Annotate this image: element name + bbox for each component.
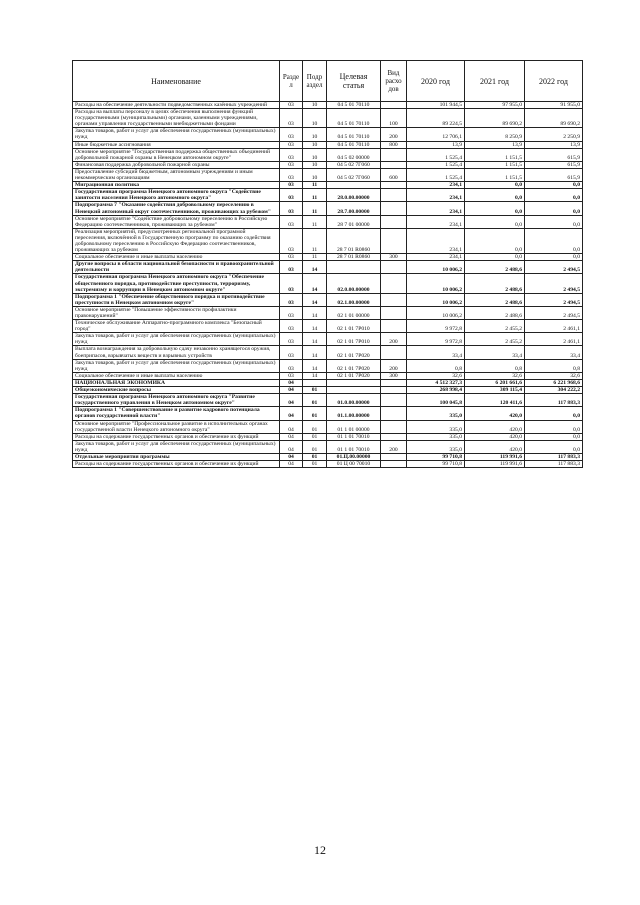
- row-razdel: 04: [280, 387, 303, 394]
- row-2022: 0,0: [525, 433, 583, 440]
- row-vid: 300: [381, 372, 407, 379]
- row-razdel: 04: [280, 407, 303, 420]
- row-razdel: 03: [280, 274, 303, 293]
- row-2022: 91 955,0: [525, 102, 583, 109]
- table-row: [73, 228, 583, 253]
- page-number: 12: [314, 843, 326, 857]
- row-vid: [381, 148, 407, 161]
- row-2020: 268 998,4: [407, 387, 465, 394]
- row-2020: 33,4: [407, 346, 465, 359]
- row-podrazdel: 10: [303, 109, 327, 128]
- row-2022: 0,0: [525, 202, 583, 215]
- row-2022: 2 494,5: [525, 261, 583, 274]
- row-razdel: 03: [280, 293, 303, 306]
- row-podrazdel: 10: [303, 141, 327, 148]
- row-name: Подпрограмма 1 "Обеспечение общественного порядка и противодействие преступности в Ненецком автономном округе": [73, 293, 280, 306]
- row-razdel: 03: [280, 128, 303, 141]
- row-vid: [381, 228, 407, 253]
- row-name: Общеэкономические вопросы: [73, 387, 280, 394]
- row-2021: 0,0: [465, 182, 525, 189]
- row-2021: 0,8: [465, 359, 525, 372]
- row-podrazdel: 14: [303, 306, 327, 319]
- row-statya: 01.0.00.00000: [327, 394, 381, 407]
- table-row: [73, 128, 583, 141]
- row-2022: 0,0: [525, 407, 583, 420]
- row-name: Расходы на обеспечение деятельности подведомственных казённых учреждений: [73, 102, 280, 109]
- row-razdel: 03: [280, 102, 303, 109]
- row-vid: [381, 461, 407, 468]
- row-2022: 615,9: [525, 168, 583, 181]
- table-row: [73, 320, 583, 333]
- row-statya: [327, 261, 381, 274]
- row-razdel: 03: [280, 346, 303, 359]
- budget-table: [72, 60, 583, 468]
- row-podrazdel: 01: [303, 433, 327, 440]
- row-2022: 117 883,3: [525, 394, 583, 407]
- row-2021: 0,0: [465, 228, 525, 253]
- row-2020: 335,0: [407, 433, 465, 440]
- row-2020: 32,6: [407, 372, 465, 379]
- row-2022: 2 461,1: [525, 320, 583, 333]
- row-2020: 10 006,2: [407, 261, 465, 274]
- table-body: [73, 102, 583, 468]
- row-podrazdel: 11: [303, 215, 327, 228]
- row-name: Основное мероприятие "Профессиональное развитие в исполнительных органах государственной власти Ненецкого автономного округа": [73, 420, 280, 433]
- row-statya: 04 5 02 00000: [327, 148, 381, 161]
- row-2020: 9 972,8: [407, 320, 465, 333]
- row-2020: 10 006,2: [407, 293, 465, 306]
- row-2020: 335,0: [407, 420, 465, 433]
- row-statya: 04 5 02 7Г060: [327, 168, 381, 181]
- row-vid: 800: [381, 141, 407, 148]
- row-2020: 335,0: [407, 407, 465, 420]
- table-row: [73, 202, 583, 215]
- row-razdel: 03: [280, 202, 303, 215]
- row-2021: 1 151,5: [465, 161, 525, 168]
- row-name: Расходы на содержание государственных органов и обеспечение их функций: [73, 433, 280, 440]
- row-statya: 28.7.00.00000: [327, 202, 381, 215]
- row-podrazdel: 01: [303, 461, 327, 468]
- row-razdel: 03: [280, 254, 303, 261]
- row-vid: [381, 102, 407, 109]
- row-podrazdel: 11: [303, 228, 327, 253]
- table-row: [73, 387, 583, 394]
- row-podrazdel: 01: [303, 394, 327, 407]
- table-row: [73, 433, 583, 440]
- table-row: [73, 261, 583, 274]
- table-row: [73, 420, 583, 433]
- row-podrazdel: 14: [303, 293, 327, 306]
- header-vid: Вид расхо дов: [381, 61, 407, 102]
- table-row: [73, 254, 583, 261]
- row-2020: 99 710,8: [407, 461, 465, 468]
- row-podrazdel: 01: [303, 440, 327, 453]
- row-vid: 100: [381, 109, 407, 128]
- row-name: Расходы на выплаты персоналу в целях обеспечения выполнения функций государственными (муниципальными) органами, казенными учреждениями, органами управления государственными внебюджетными фондами: [73, 109, 280, 128]
- row-2021: 120 411,6: [465, 394, 525, 407]
- row-2022: 0,0: [525, 420, 583, 433]
- row-vid: [381, 274, 407, 293]
- row-podrazdel: [303, 379, 327, 386]
- row-2022: 89 690,2: [525, 109, 583, 128]
- row-2022: 0,0: [525, 189, 583, 202]
- row-razdel: 04: [280, 453, 303, 460]
- row-name: Закупка товаров, работ и услуг для обеспечения государственных (муниципальных) нужд: [73, 128, 280, 141]
- row-vid: [381, 346, 407, 359]
- row-name: Реализация мероприятий, предусмотренных региональной программой переселения, включённой в Государственную программу по оказанию содействия добровольному переселению в Российскую Федерацию соотечественников, проживающих за рубежом: [73, 228, 280, 253]
- header-2020: 2020 год: [407, 61, 465, 102]
- row-vid: [381, 387, 407, 394]
- row-statya: 02 1 01 00000: [327, 306, 381, 319]
- row-statya: 02 1 01 7Р010: [327, 333, 381, 346]
- table-row: [73, 274, 583, 293]
- row-2021: 420,0: [465, 433, 525, 440]
- row-razdel: 03: [280, 182, 303, 189]
- row-2022: 2 494,5: [525, 274, 583, 293]
- row-vid: [381, 320, 407, 333]
- row-2022: 13,9: [525, 141, 583, 148]
- row-name: Основное мероприятие "Государственная поддержка общественных объединений добровольной пожарной охраны в Ненецком автономном округе": [73, 148, 280, 161]
- row-statya: 28.0.00.00000: [327, 189, 381, 202]
- row-2022: 0,0: [525, 182, 583, 189]
- table-row: [73, 109, 583, 128]
- row-2022: 117 883,3: [525, 453, 583, 460]
- row-2020: 10 006,2: [407, 306, 465, 319]
- row-razdel: 03: [280, 333, 303, 346]
- row-2020: 335,0: [407, 440, 465, 453]
- row-podrazdel: 10: [303, 128, 327, 141]
- row-vid: [381, 379, 407, 386]
- row-podrazdel: 10: [303, 148, 327, 161]
- table-row: [73, 182, 583, 189]
- row-2021: 0,0: [465, 189, 525, 202]
- row-statya: 04 5 01 70110: [327, 102, 381, 109]
- row-2021: 97 955,0: [465, 102, 525, 109]
- row-podrazdel: 01: [303, 453, 327, 460]
- row-name: Подпрограмма 7 "Оказание содействия добровольному переселению в Ненецкий автономный округ соотечественников, проживающих за рубежом": [73, 202, 280, 215]
- row-2022: 2 250,9: [525, 128, 583, 141]
- row-razdel: 03: [280, 359, 303, 372]
- row-vid: [381, 420, 407, 433]
- row-podrazdel: 01: [303, 420, 327, 433]
- row-statya: 04 5 01 70110: [327, 128, 381, 141]
- row-2020: 1 525,4: [407, 148, 465, 161]
- row-2022: 615,9: [525, 161, 583, 168]
- row-name: Другие вопросы в области национальной безопасности и правоохранительной деятельности: [73, 261, 280, 274]
- table-row: [73, 189, 583, 202]
- table-row: [73, 333, 583, 346]
- row-vid: [381, 202, 407, 215]
- row-2022: 2 461,1: [525, 333, 583, 346]
- row-2021: 420,0: [465, 407, 525, 420]
- row-2020: 234,1: [407, 215, 465, 228]
- row-name: Расходы на содержание государственных органов и обеспечение их функций: [73, 461, 280, 468]
- row-vid: 600: [381, 168, 407, 181]
- row-razdel: 03: [280, 228, 303, 253]
- table-row: [73, 394, 583, 407]
- row-2021: 8 250,9: [465, 128, 525, 141]
- table-row: [73, 168, 583, 181]
- header-name: Наименование: [73, 61, 280, 102]
- row-2021: 2 455,2: [465, 320, 525, 333]
- row-razdel: 03: [280, 320, 303, 333]
- row-2021: 0,0: [465, 202, 525, 215]
- row-statya: 28 7 01 00000: [327, 215, 381, 228]
- row-statya: [327, 387, 381, 394]
- row-statya: 02.0.00.00000: [327, 274, 381, 293]
- row-vid: [381, 394, 407, 407]
- row-razdel: 03: [280, 109, 303, 128]
- row-podrazdel: 10: [303, 168, 327, 181]
- row-podrazdel: 14: [303, 320, 327, 333]
- row-name: Закупка товаров, работ и услуг для обеспечения государственных (муниципальных) нужд: [73, 440, 280, 453]
- row-name: Закупка товаров, работ и услуг для обеспечения государственных (муниципальных) нужд: [73, 359, 280, 372]
- row-2020: 99 710,8: [407, 453, 465, 460]
- row-2022: 32,6: [525, 372, 583, 379]
- row-name: Выплата вознаграждения за добровольную сдачу незаконно хранящегося оружия, боеприпасов, взрывчатых веществ и взрывных устройств: [73, 346, 280, 359]
- row-name: Социальное обеспечение и иные выплаты населению: [73, 372, 280, 379]
- row-statya: 01 1 01 70010: [327, 440, 381, 453]
- row-name: Подпрограмма 1 "Совершенствование и развитие кадрового потенциала органов государственной власти": [73, 407, 280, 420]
- row-2021: 89 690,2: [465, 109, 525, 128]
- row-2021: 13,9: [465, 141, 525, 148]
- header-podrazdel: Подр аздел: [303, 61, 327, 102]
- row-name: Государственная программа Ненецкого автономного округа "Обеспечение общественного порядка, противодействие преступности, терроризму, экстремизму и коррупции в Ненецком автономном округе": [73, 274, 280, 293]
- table-row: [73, 461, 583, 468]
- row-podrazdel: 14: [303, 333, 327, 346]
- table-row: [73, 379, 583, 386]
- row-podrazdel: 14: [303, 274, 327, 293]
- row-vid: [381, 433, 407, 440]
- row-vid: 200: [381, 440, 407, 453]
- row-2021: 420,0: [465, 420, 525, 433]
- table-row: [73, 359, 583, 372]
- table-row: [73, 372, 583, 379]
- row-podrazdel: 14: [303, 261, 327, 274]
- table-row: [73, 102, 583, 109]
- row-razdel: 04: [280, 461, 303, 468]
- row-statya: [327, 379, 381, 386]
- table-row: [73, 148, 583, 161]
- row-podrazdel: 11: [303, 254, 327, 261]
- row-2020: 234,1: [407, 189, 465, 202]
- row-2021: 2 488,6: [465, 293, 525, 306]
- header-razdel: Разде л: [280, 61, 303, 102]
- row-vid: [381, 215, 407, 228]
- table-row: [73, 453, 583, 460]
- row-vid: [381, 161, 407, 168]
- header-2021: 2021 год: [465, 61, 525, 102]
- row-2020: 234,1: [407, 202, 465, 215]
- row-2020: 1 525,4: [407, 168, 465, 181]
- row-razdel: 04: [280, 420, 303, 433]
- row-2021: 1 151,5: [465, 148, 525, 161]
- row-2022: 0,0: [525, 440, 583, 453]
- row-2020: 89 224,5: [407, 109, 465, 128]
- row-name: Основное мероприятие "Повышение эффективности профилактики правонарушений": [73, 306, 280, 319]
- row-2020: 4 512 327,3: [407, 379, 465, 386]
- row-statya: [327, 182, 381, 189]
- row-podrazdel: 01: [303, 407, 327, 420]
- row-statya: 04 5 02 7Г060: [327, 161, 381, 168]
- row-2021: 2 488,6: [465, 261, 525, 274]
- row-2021: 1 151,5: [465, 168, 525, 181]
- row-podrazdel: 14: [303, 372, 327, 379]
- row-razdel: 03: [280, 372, 303, 379]
- row-podrazdel: 14: [303, 346, 327, 359]
- row-statya: 02 1 01 7Р010: [327, 320, 381, 333]
- row-vid: [381, 306, 407, 319]
- row-statya: 04 5 01 70110: [327, 141, 381, 148]
- row-razdel: 04: [280, 394, 303, 407]
- row-razdel: 04: [280, 440, 303, 453]
- row-name: Техническое обслуживание Аппаратно-программного комплекса "Безопасный город": [73, 320, 280, 333]
- row-2022: 0,0: [525, 254, 583, 261]
- table-row: [73, 141, 583, 148]
- row-name: НАЦИОНАЛЬНАЯ ЭКОНОМИКА: [73, 379, 280, 386]
- row-razdel: 03: [280, 261, 303, 274]
- row-statya: 01 1 01 00000: [327, 420, 381, 433]
- table-row: [73, 346, 583, 359]
- row-vid: 200: [381, 359, 407, 372]
- row-name: Миграционная политика: [73, 182, 280, 189]
- row-2022: 2 494,5: [525, 306, 583, 319]
- row-razdel: 03: [280, 215, 303, 228]
- row-2021: 2 488,6: [465, 306, 525, 319]
- row-2021: 2 455,2: [465, 333, 525, 346]
- row-2022: 0,0: [525, 228, 583, 253]
- row-podrazdel: 10: [303, 102, 327, 109]
- row-podrazdel: 11: [303, 202, 327, 215]
- row-name: Государственная программа Ненецкого автономного округа "Содействие занятости населения Ненецкого автономного округа": [73, 189, 280, 202]
- table-row: [73, 215, 583, 228]
- row-2022: 615,9: [525, 148, 583, 161]
- row-statya: 04 5 01 70110: [327, 109, 381, 128]
- row-vid: 300: [381, 254, 407, 261]
- row-2020: 13,9: [407, 141, 465, 148]
- row-name: Закупка товаров, работ и услуг для обеспечения государственных (муниципальных) нужд: [73, 333, 280, 346]
- header-statya: Целевая статья: [327, 61, 381, 102]
- row-vid: 200: [381, 333, 407, 346]
- row-2020: 10 006,2: [407, 274, 465, 293]
- row-2021: 2 488,6: [465, 274, 525, 293]
- header-2022: 2022 год: [525, 61, 583, 102]
- row-name: Отдельные мероприятия программы: [73, 453, 280, 460]
- row-vid: [381, 407, 407, 420]
- row-name: Предоставление субсидий бюджетным, автономным учреждениям и иным некоммерческим организациям: [73, 168, 280, 181]
- row-vid: [381, 453, 407, 460]
- row-statya: 02 1 01 7Р020: [327, 346, 381, 359]
- row-2022: 33,4: [525, 346, 583, 359]
- row-statya: 01 Ц 00 70010: [327, 461, 381, 468]
- row-statya: 01.1.00.00000: [327, 407, 381, 420]
- row-statya: 02 1 01 7Р020: [327, 372, 381, 379]
- row-razdel: 03: [280, 306, 303, 319]
- row-razdel: 04: [280, 433, 303, 440]
- row-2021: 32,6: [465, 372, 525, 379]
- row-podrazdel: 01: [303, 387, 327, 394]
- row-podrazdel: 11: [303, 182, 327, 189]
- table-row: [73, 306, 583, 319]
- row-name: Социальное обеспечение и иные выплаты населению: [73, 254, 280, 261]
- row-statya: 02.1.00.00000: [327, 293, 381, 306]
- row-razdel: 03: [280, 189, 303, 202]
- row-2021: 6 201 661,6: [465, 379, 525, 386]
- row-podrazdel: 11: [303, 189, 327, 202]
- row-vid: [381, 189, 407, 202]
- row-2020: 0,8: [407, 359, 465, 372]
- row-2021: 0,0: [465, 215, 525, 228]
- row-2021: 33,4: [465, 346, 525, 359]
- row-2022: 0,8: [525, 359, 583, 372]
- row-2020: 101 944,5: [407, 102, 465, 109]
- row-2020: 234,1: [407, 228, 465, 253]
- row-vid: [381, 293, 407, 306]
- row-2022: 2 494,5: [525, 293, 583, 306]
- row-statya: 02 1 01 7Р020: [327, 359, 381, 372]
- row-2021: 0,0: [465, 254, 525, 261]
- row-statya: 01 1 01 70010: [327, 433, 381, 440]
- table-row: [73, 293, 583, 306]
- row-statya: 28 7 01 R0860: [327, 228, 381, 253]
- row-2021: 309 115,4: [465, 387, 525, 394]
- table-row: [73, 161, 583, 168]
- row-podrazdel: 10: [303, 161, 327, 168]
- row-2022: 6 221 968,6: [525, 379, 583, 386]
- row-vid: [381, 182, 407, 189]
- table-header-row: [73, 61, 583, 102]
- row-name: Государственная программа Ненецкого автономного округа "Развитие государственного управления в Ненецком автономном округе": [73, 394, 280, 407]
- row-2020: 234,1: [407, 254, 465, 261]
- row-name: Финансовая поддержка добровольной пожарной охраны: [73, 161, 280, 168]
- row-statya: 28 7 01 R0860: [327, 254, 381, 261]
- row-razdel: 03: [280, 148, 303, 161]
- row-2022: 304 222,2: [525, 387, 583, 394]
- row-2021: 119 991,6: [465, 461, 525, 468]
- row-2022: 117 883,3: [525, 461, 583, 468]
- row-razdel: 03: [280, 141, 303, 148]
- row-2021: 420,0: [465, 440, 525, 453]
- row-2020: 9 972,8: [407, 333, 465, 346]
- row-2021: 119 991,6: [465, 453, 525, 460]
- row-razdel: 03: [280, 168, 303, 181]
- row-2020: 12 706,1: [407, 128, 465, 141]
- table-row: [73, 440, 583, 453]
- row-2020: 100 045,8: [407, 394, 465, 407]
- row-name: Основное мероприятие "Содействие добровольному переселению в Российскую Федерацию соотечественников, проживающих за рубежом": [73, 215, 280, 228]
- row-vid: [381, 261, 407, 274]
- row-name: Иные бюджетные ассигнования: [73, 141, 280, 148]
- row-podrazdel: 14: [303, 359, 327, 372]
- row-2020: 1 525,4: [407, 161, 465, 168]
- row-razdel: 03: [280, 161, 303, 168]
- row-statya: 01.Ц.00.00000: [327, 453, 381, 460]
- row-2020: 234,1: [407, 182, 465, 189]
- row-vid: 200: [381, 128, 407, 141]
- row-razdel: 04: [280, 379, 303, 386]
- table-row: [73, 407, 583, 420]
- row-2022: 0,0: [525, 215, 583, 228]
